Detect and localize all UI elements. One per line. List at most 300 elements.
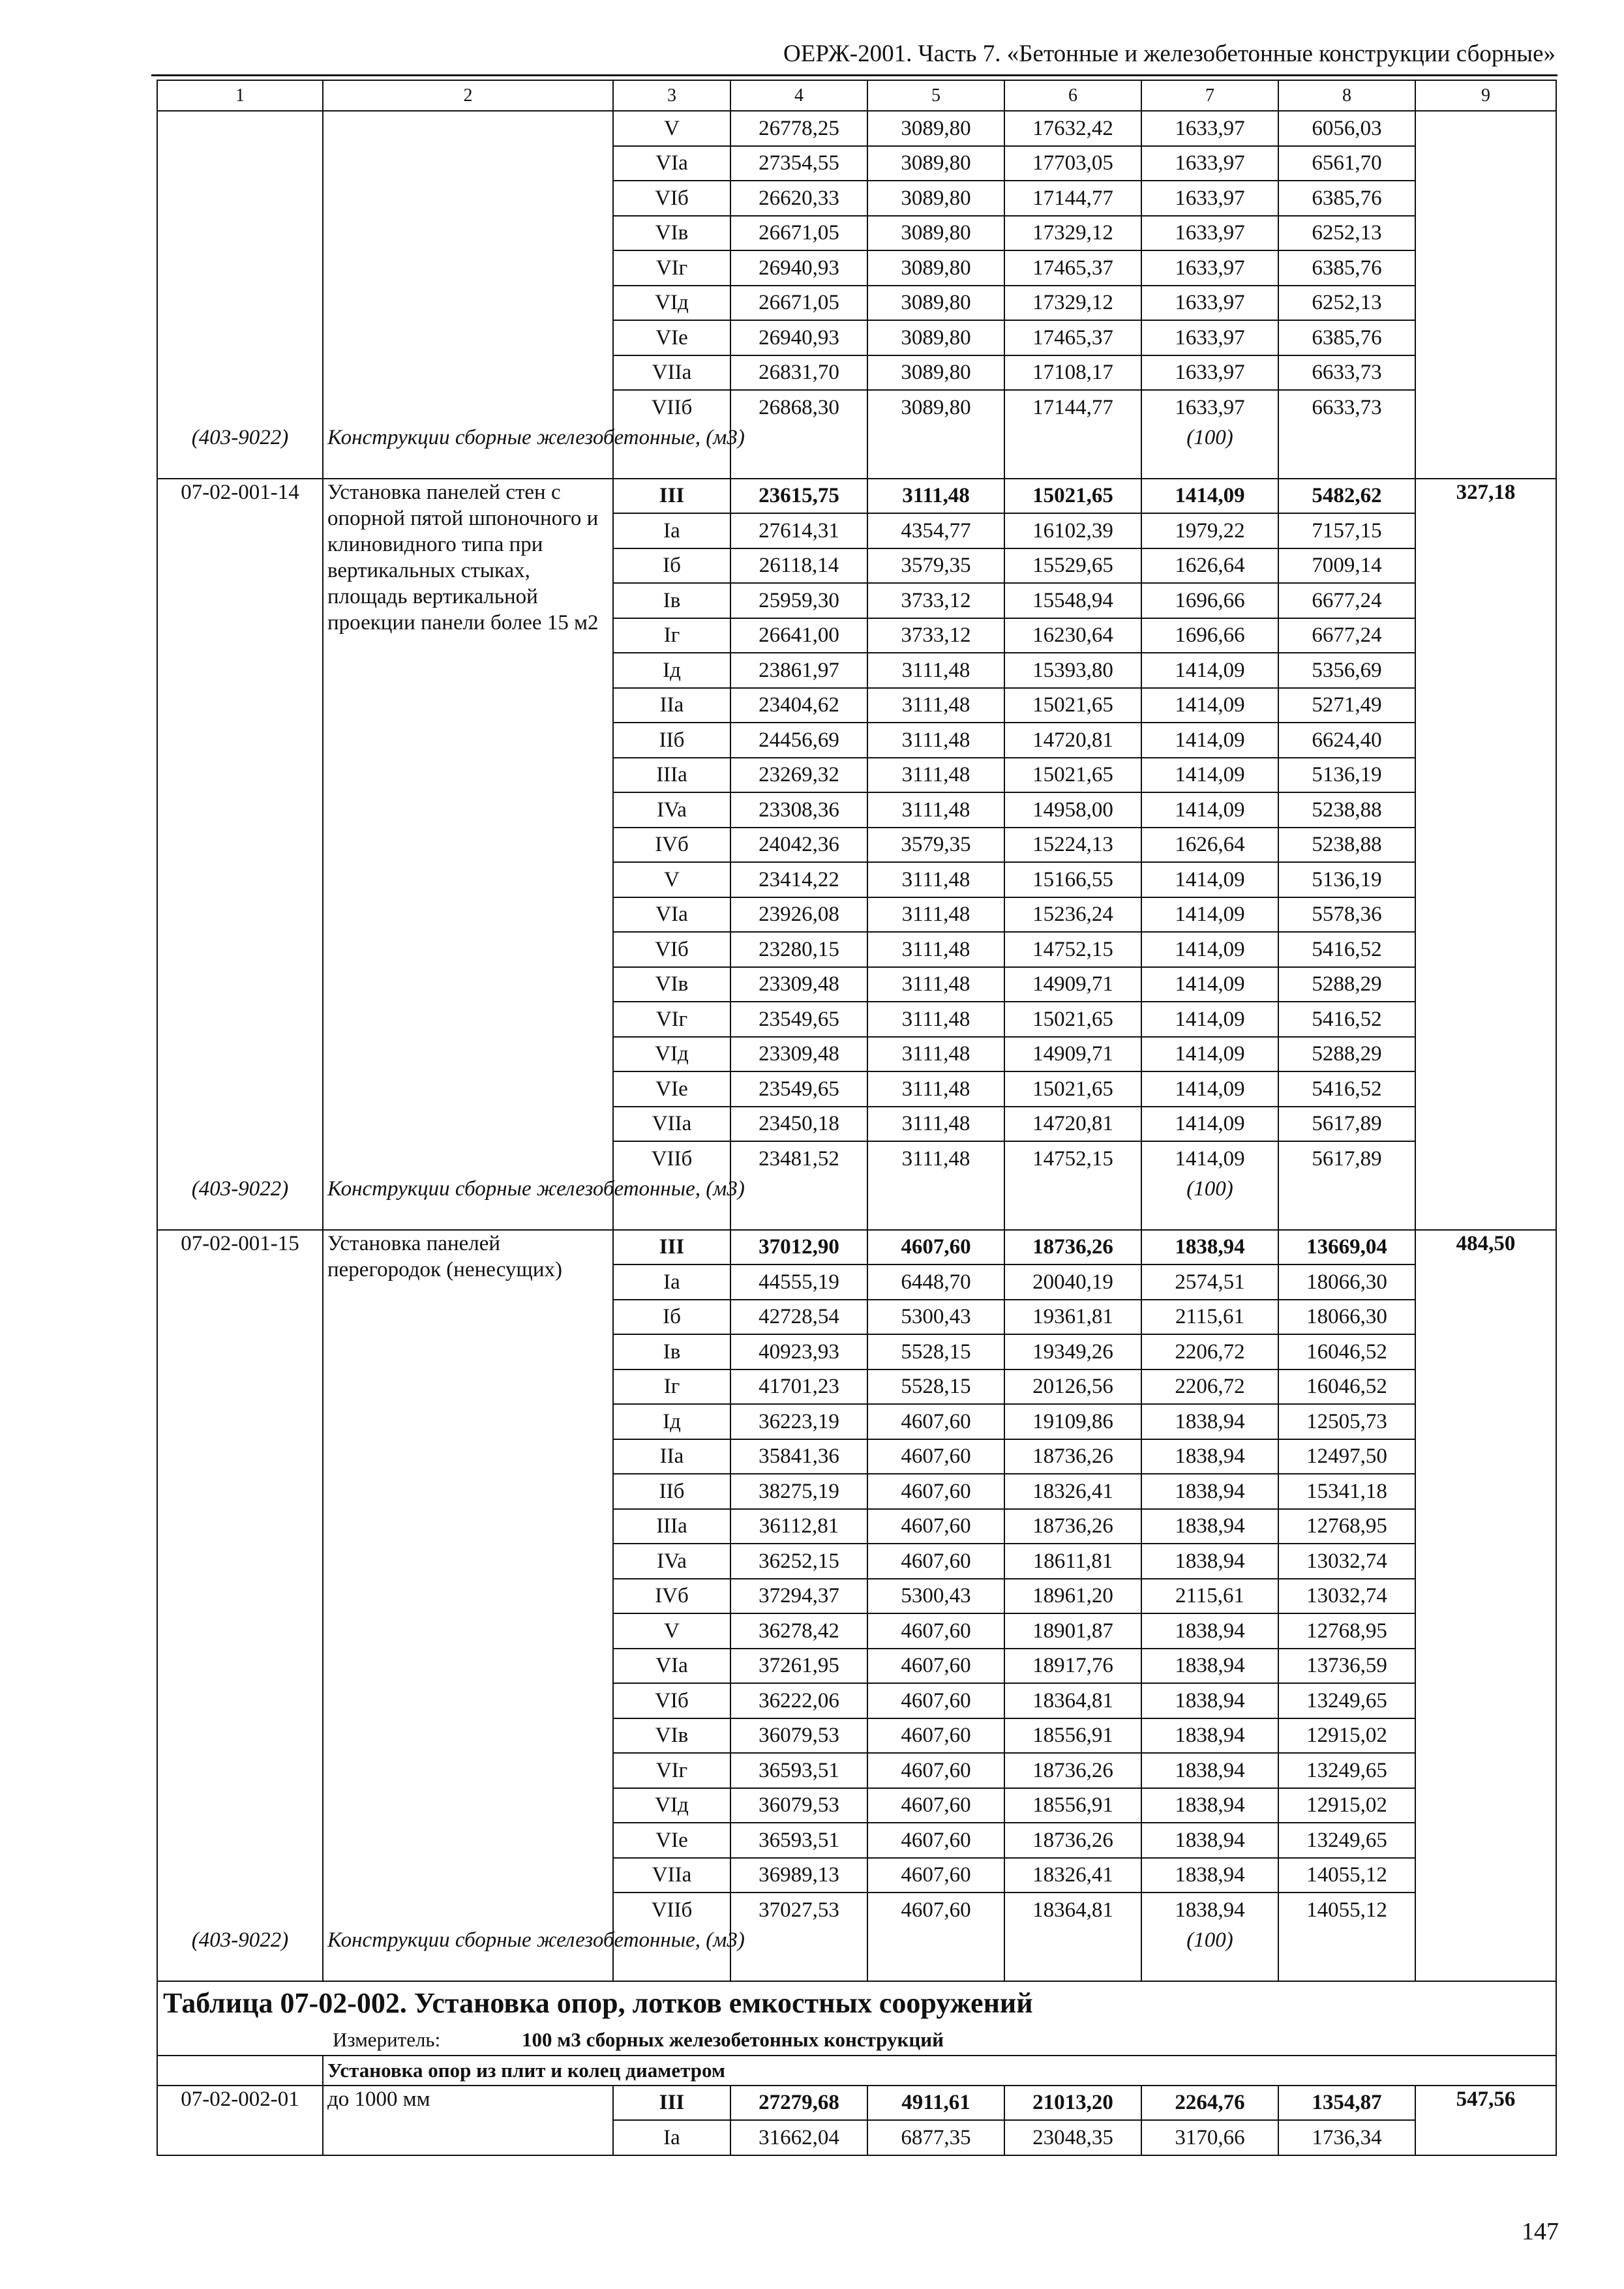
materials-cell: 7009,14 bbox=[1278, 548, 1415, 584]
wages-cell: 4607,60 bbox=[867, 1544, 1004, 1579]
drivers-wages-cell: 1633,97 bbox=[1141, 390, 1278, 425]
work-description: до 1000 мм bbox=[323, 2086, 613, 2155]
total-cost-cell: 26778,25 bbox=[730, 111, 867, 146]
region-cell: IIa bbox=[613, 688, 730, 723]
rate-code: 07-02-001-14 bbox=[157, 479, 323, 1176]
footer-row bbox=[157, 1176, 1556, 1230]
total-cost-cell: 37261,95 bbox=[730, 1649, 867, 1684]
materials-cell: 5238,88 bbox=[1278, 828, 1415, 863]
region-cell: VIб bbox=[613, 932, 730, 967]
materials-cell: 5578,36 bbox=[1278, 897, 1415, 933]
machines-cell: 19361,81 bbox=[1004, 1300, 1141, 1335]
machines-cell: 17144,77 bbox=[1004, 390, 1141, 425]
price-table-body bbox=[157, 80, 1556, 2155]
materials-cell: 6633,73 bbox=[1278, 390, 1415, 425]
empty-cell bbox=[867, 1927, 1004, 1981]
drivers-wages-cell: 1696,66 bbox=[1141, 583, 1278, 618]
work-description: Установка панелей стен с опорной пятой шпоночного и клиновидного типа при вертикальных стыках, площадь вертикальной проекции панели более 15 м2 bbox=[323, 479, 613, 1176]
total-cost-cell: 31662,04 bbox=[730, 2120, 867, 2155]
price-table bbox=[157, 80, 1557, 2156]
total-cost-cell: 36989,13 bbox=[730, 1858, 867, 1893]
footer-row bbox=[157, 1927, 1556, 1981]
machines-cell: 21013,20 bbox=[1004, 2086, 1141, 2121]
materials-cell: 13736,59 bbox=[1278, 1649, 1415, 1684]
region-cell: Iб bbox=[613, 548, 730, 584]
machines-cell: 19349,26 bbox=[1004, 1334, 1141, 1369]
unit-label: Измеритель: bbox=[333, 2027, 441, 2051]
total-cost-cell: 23926,08 bbox=[730, 897, 867, 933]
wages-cell: 4607,60 bbox=[867, 1649, 1004, 1684]
materials-cell: 1736,34 bbox=[1278, 2120, 1415, 2155]
materials-cell: 5617,89 bbox=[1278, 1107, 1415, 1142]
column-number: 1 bbox=[157, 80, 323, 111]
labor-cost: 547,56 bbox=[1415, 2086, 1556, 2155]
machines-cell: 18364,81 bbox=[1004, 1893, 1141, 1927]
region-cell: Ia bbox=[613, 2120, 730, 2155]
drivers-wages-cell: 1414,09 bbox=[1141, 1141, 1278, 1176]
drivers-wages-cell: 1414,09 bbox=[1141, 967, 1278, 1002]
machines-cell: 18556,91 bbox=[1004, 1718, 1141, 1754]
drivers-wages-cell: 1414,09 bbox=[1141, 932, 1278, 967]
total-cost-cell: 27279,68 bbox=[730, 2086, 867, 2121]
wages-cell: 3089,80 bbox=[867, 216, 1004, 251]
total-cost-cell: 36112,81 bbox=[730, 1509, 867, 1544]
wages-cell: 5300,43 bbox=[867, 1579, 1004, 1614]
drivers-wages-cell: 1414,09 bbox=[1141, 862, 1278, 897]
resource-name: Конструкции сборные железобетонные, (м3) bbox=[323, 1176, 613, 1230]
resource-quantity: (100) bbox=[1141, 425, 1278, 479]
total-cost-cell: 23269,32 bbox=[730, 758, 867, 793]
region-cell: Iд bbox=[613, 1404, 730, 1439]
machines-cell: 15021,65 bbox=[1004, 758, 1141, 793]
resource-quantity: (100) bbox=[1141, 1927, 1278, 1981]
machines-cell: 18736,26 bbox=[1004, 1753, 1141, 1788]
wages-cell: 4607,60 bbox=[867, 1788, 1004, 1823]
region-cell: IIб bbox=[613, 723, 730, 758]
region-cell: IIIa bbox=[613, 1509, 730, 1544]
resource-name: Конструкции сборные железобетонные, (м3) bbox=[323, 1927, 613, 1981]
machines-cell: 18736,26 bbox=[1004, 1823, 1141, 1858]
total-cost-cell: 26940,93 bbox=[730, 250, 867, 286]
region-cell: VIд bbox=[613, 1788, 730, 1823]
drivers-wages-cell: 1838,94 bbox=[1141, 1753, 1278, 1788]
empty-cell bbox=[157, 2056, 323, 2086]
wages-cell: 3733,12 bbox=[867, 618, 1004, 653]
drivers-wages-cell: 1838,94 bbox=[1141, 1718, 1278, 1754]
machines-cell: 14752,15 bbox=[1004, 932, 1141, 967]
machines-cell: 15393,80 bbox=[1004, 653, 1141, 688]
materials-cell: 6252,13 bbox=[1278, 216, 1415, 251]
materials-cell: 18066,30 bbox=[1278, 1300, 1415, 1335]
region-cell: Iв bbox=[613, 1334, 730, 1369]
region-cell: VIIa bbox=[613, 1107, 730, 1142]
region-cell: VIг bbox=[613, 1753, 730, 1788]
total-cost-cell: 36278,42 bbox=[730, 1613, 867, 1649]
machines-cell: 15529,65 bbox=[1004, 548, 1141, 584]
materials-cell: 5238,88 bbox=[1278, 792, 1415, 828]
region-cell: VIa bbox=[613, 897, 730, 933]
drivers-wages-cell: 1696,66 bbox=[1141, 618, 1278, 653]
region-cell: III bbox=[613, 479, 730, 514]
region-cell: V bbox=[613, 1613, 730, 1649]
region-cell: VIe bbox=[613, 1823, 730, 1858]
drivers-wages-cell: 1838,94 bbox=[1141, 1788, 1278, 1823]
wages-cell: 4911,61 bbox=[867, 2086, 1004, 2121]
region-cell: VIIб bbox=[613, 1893, 730, 1927]
table-title: Таблица 07-02-002. Установка опор, лотков емкостных сооружений bbox=[157, 1981, 1556, 2025]
total-cost-cell: 37012,90 bbox=[730, 1230, 867, 1265]
region-cell: IVa bbox=[613, 1544, 730, 1579]
total-cost-cell: 36593,51 bbox=[730, 1823, 867, 1858]
materials-cell: 5136,19 bbox=[1278, 862, 1415, 897]
wages-cell: 4607,60 bbox=[867, 1823, 1004, 1858]
materials-cell: 5416,52 bbox=[1278, 1071, 1415, 1107]
region-cell: IVб bbox=[613, 1579, 730, 1614]
region-cell: VIa bbox=[613, 1649, 730, 1684]
machines-cell: 14909,71 bbox=[1004, 1037, 1141, 1072]
empty-cell bbox=[730, 1176, 867, 1230]
region-cell: VIa bbox=[613, 146, 730, 181]
total-cost-cell: 26940,93 bbox=[730, 320, 867, 355]
empty-cell bbox=[1004, 425, 1141, 479]
region-cell: Iг bbox=[613, 1369, 730, 1405]
drivers-wages-cell: 1414,09 bbox=[1141, 1071, 1278, 1107]
region-cell: V bbox=[613, 862, 730, 897]
total-cost-cell: 23414,22 bbox=[730, 862, 867, 897]
header-rule bbox=[151, 74, 1557, 76]
machines-cell: 17703,05 bbox=[1004, 146, 1141, 181]
region-cell: IIIa bbox=[613, 758, 730, 793]
region-cell: VIб bbox=[613, 1683, 730, 1718]
labor-cost: 484,50 bbox=[1415, 1230, 1556, 1981]
region-cell: VIIб bbox=[613, 1141, 730, 1176]
region-cell: VIIб bbox=[613, 390, 730, 425]
machines-cell: 18326,41 bbox=[1004, 1474, 1141, 1509]
total-cost-cell: 36252,15 bbox=[730, 1544, 867, 1579]
drivers-wages-cell: 1633,97 bbox=[1141, 355, 1278, 391]
region-cell: IIб bbox=[613, 1474, 730, 1509]
wages-cell: 3089,80 bbox=[867, 181, 1004, 216]
machines-cell: 15021,65 bbox=[1004, 688, 1141, 723]
total-cost-cell: 23280,15 bbox=[730, 932, 867, 967]
column-number: 2 bbox=[323, 80, 613, 111]
materials-cell: 1354,87 bbox=[1278, 2086, 1415, 2121]
region-cell: VIд bbox=[613, 286, 730, 321]
wages-cell: 3111,48 bbox=[867, 792, 1004, 828]
total-cost-cell: 23450,18 bbox=[730, 1107, 867, 1142]
wages-cell: 3089,80 bbox=[867, 286, 1004, 321]
column-number: 5 bbox=[867, 80, 1004, 111]
machines-cell: 18326,41 bbox=[1004, 1858, 1141, 1893]
materials-cell: 16046,52 bbox=[1278, 1369, 1415, 1405]
resource-name: Конструкции сборные железобетонные, (м3) bbox=[323, 425, 613, 479]
total-cost-cell: 44555,19 bbox=[730, 1264, 867, 1300]
total-cost-cell: 24456,69 bbox=[730, 723, 867, 758]
drivers-wages-cell: 1633,97 bbox=[1141, 320, 1278, 355]
table-row bbox=[157, 2086, 1556, 2121]
region-cell: Iв bbox=[613, 583, 730, 618]
region-cell: VIв bbox=[613, 1718, 730, 1754]
materials-cell: 13249,65 bbox=[1278, 1753, 1415, 1788]
total-cost-cell: 27354,55 bbox=[730, 146, 867, 181]
wages-cell: 3579,35 bbox=[867, 548, 1004, 584]
table-title-row bbox=[157, 1981, 1556, 2025]
total-cost-cell: 40923,93 bbox=[730, 1334, 867, 1369]
region-cell: III bbox=[613, 2086, 730, 2121]
machines-cell: 17329,12 bbox=[1004, 216, 1141, 251]
column-number: 8 bbox=[1278, 80, 1415, 111]
materials-cell: 5416,52 bbox=[1278, 932, 1415, 967]
wages-cell: 3111,48 bbox=[867, 897, 1004, 933]
wages-cell: 3111,48 bbox=[867, 1037, 1004, 1072]
machines-cell: 14720,81 bbox=[1004, 723, 1141, 758]
drivers-wages-cell: 1838,94 bbox=[1141, 1613, 1278, 1649]
drivers-wages-cell: 1414,09 bbox=[1141, 792, 1278, 828]
wages-cell: 6877,35 bbox=[867, 2120, 1004, 2155]
machines-cell: 14752,15 bbox=[1004, 1141, 1141, 1176]
drivers-wages-cell: 1838,94 bbox=[1141, 1893, 1278, 1927]
materials-cell: 13669,04 bbox=[1278, 1230, 1415, 1265]
materials-cell: 6385,76 bbox=[1278, 320, 1415, 355]
wages-cell: 3733,12 bbox=[867, 583, 1004, 618]
footer-row bbox=[157, 425, 1556, 479]
machines-cell: 18736,26 bbox=[1004, 1439, 1141, 1474]
machines-cell: 16230,64 bbox=[1004, 618, 1141, 653]
resource-code: (403-9022) bbox=[157, 425, 323, 479]
drivers-wages-cell: 1838,94 bbox=[1141, 1683, 1278, 1718]
wages-cell: 3111,48 bbox=[867, 862, 1004, 897]
machines-cell: 17144,77 bbox=[1004, 181, 1141, 216]
wages-cell: 3089,80 bbox=[867, 320, 1004, 355]
empty-cell bbox=[730, 425, 867, 479]
wages-cell: 4354,77 bbox=[867, 513, 1004, 548]
materials-cell: 13032,74 bbox=[1278, 1544, 1415, 1579]
machines-cell: 14958,00 bbox=[1004, 792, 1141, 828]
drivers-wages-cell: 2115,61 bbox=[1141, 1300, 1278, 1335]
materials-cell: 6624,40 bbox=[1278, 723, 1415, 758]
wages-cell: 5528,15 bbox=[867, 1334, 1004, 1369]
wages-cell: 4607,60 bbox=[867, 1683, 1004, 1718]
region-cell: Ia bbox=[613, 1264, 730, 1300]
wages-cell: 3111,48 bbox=[867, 653, 1004, 688]
drivers-wages-cell: 1414,09 bbox=[1141, 653, 1278, 688]
drivers-wages-cell: 1838,94 bbox=[1141, 1404, 1278, 1439]
empty-cell bbox=[730, 1927, 867, 1981]
machines-cell: 18556,91 bbox=[1004, 1788, 1141, 1823]
materials-cell: 16046,52 bbox=[1278, 1334, 1415, 1369]
total-cost-cell: 27614,31 bbox=[730, 513, 867, 548]
unit-value: 100 м3 сборных железобетонных конструкций bbox=[522, 2027, 944, 2051]
drivers-wages-cell: 1838,94 bbox=[1141, 1474, 1278, 1509]
region-cell: VIв bbox=[613, 967, 730, 1002]
labor-cost: 327,18 bbox=[1415, 479, 1556, 1230]
drivers-wages-cell: 1838,94 bbox=[1141, 1230, 1278, 1265]
machines-cell: 18736,26 bbox=[1004, 1230, 1141, 1265]
resource-code: (403-9022) bbox=[157, 1927, 323, 1981]
wages-cell: 3111,48 bbox=[867, 479, 1004, 514]
wages-cell: 4607,60 bbox=[867, 1439, 1004, 1474]
materials-cell: 5136,19 bbox=[1278, 758, 1415, 793]
materials-cell: 13249,65 bbox=[1278, 1823, 1415, 1858]
materials-cell: 15341,18 bbox=[1278, 1474, 1415, 1509]
total-cost-cell: 23404,62 bbox=[730, 688, 867, 723]
drivers-wages-cell: 1626,64 bbox=[1141, 548, 1278, 584]
machines-cell: 15548,94 bbox=[1004, 583, 1141, 618]
machines-cell: 17329,12 bbox=[1004, 286, 1141, 321]
materials-cell: 5288,29 bbox=[1278, 1037, 1415, 1072]
materials-cell: 14055,12 bbox=[1278, 1893, 1415, 1927]
machines-cell: 15236,24 bbox=[1004, 897, 1141, 933]
empty-cell bbox=[1004, 1176, 1141, 1230]
resource-quantity: (100) bbox=[1141, 1176, 1278, 1230]
column-number: 9 bbox=[1415, 80, 1556, 111]
empty-cell bbox=[867, 1176, 1004, 1230]
materials-cell: 18066,30 bbox=[1278, 1264, 1415, 1300]
column-number: 6 bbox=[1004, 80, 1141, 111]
region-cell: VIг bbox=[613, 250, 730, 286]
wages-cell: 5300,43 bbox=[867, 1300, 1004, 1335]
wages-cell: 3111,48 bbox=[867, 723, 1004, 758]
materials-cell: 6677,24 bbox=[1278, 618, 1415, 653]
region-cell: VIб bbox=[613, 181, 730, 216]
materials-cell: 6385,76 bbox=[1278, 181, 1415, 216]
total-cost-cell: 23615,75 bbox=[730, 479, 867, 514]
total-cost-cell: 23308,36 bbox=[730, 792, 867, 828]
wages-cell: 4607,60 bbox=[867, 1474, 1004, 1509]
total-cost-cell: 42728,54 bbox=[730, 1300, 867, 1335]
materials-cell: 6561,70 bbox=[1278, 146, 1415, 181]
total-cost-cell: 36222,06 bbox=[730, 1683, 867, 1718]
total-cost-cell: 35841,36 bbox=[730, 1439, 867, 1474]
materials-cell: 12915,02 bbox=[1278, 1788, 1415, 1823]
wages-cell: 6448,70 bbox=[867, 1264, 1004, 1300]
total-cost-cell: 23309,48 bbox=[730, 967, 867, 1002]
machines-cell: 18736,26 bbox=[1004, 1509, 1141, 1544]
drivers-wages-cell: 2115,61 bbox=[1141, 1579, 1278, 1614]
materials-cell: 6633,73 bbox=[1278, 355, 1415, 391]
materials-cell: 12505,73 bbox=[1278, 1404, 1415, 1439]
machines-cell: 15224,13 bbox=[1004, 828, 1141, 863]
materials-cell: 12497,50 bbox=[1278, 1439, 1415, 1474]
machines-cell: 15166,55 bbox=[1004, 862, 1141, 897]
total-cost-cell: 26868,30 bbox=[730, 390, 867, 425]
machines-cell: 18917,76 bbox=[1004, 1649, 1141, 1684]
machines-cell: 18901,87 bbox=[1004, 1613, 1141, 1649]
wages-cell: 4607,60 bbox=[867, 1509, 1004, 1544]
wages-cell: 3111,48 bbox=[867, 1107, 1004, 1142]
rate-code bbox=[157, 111, 323, 425]
page-header: ОЕРЖ-2001. Часть 7. «Бетонные и железобетонные конструкции сборные» bbox=[783, 40, 1556, 67]
region-cell: Ia bbox=[613, 513, 730, 548]
labor-cost bbox=[1415, 111, 1556, 479]
total-cost-cell: 23549,65 bbox=[730, 1002, 867, 1037]
machines-cell: 15021,65 bbox=[1004, 479, 1141, 514]
wages-cell: 3111,48 bbox=[867, 1002, 1004, 1037]
total-cost-cell: 37027,53 bbox=[730, 1893, 867, 1927]
total-cost-cell: 24042,36 bbox=[730, 828, 867, 863]
work-description: Установка панелей перегородок (ненесущих) bbox=[323, 1230, 613, 1927]
total-cost-cell: 41701,23 bbox=[730, 1369, 867, 1405]
wages-cell: 4607,60 bbox=[867, 1404, 1004, 1439]
wages-cell: 3111,48 bbox=[867, 932, 1004, 967]
wages-cell: 3111,48 bbox=[867, 758, 1004, 793]
region-cell: IVa bbox=[613, 792, 730, 828]
materials-cell: 13032,74 bbox=[1278, 1579, 1415, 1614]
page-number: 147 bbox=[1522, 2218, 1559, 2245]
drivers-wages-cell: 1414,09 bbox=[1141, 688, 1278, 723]
total-cost-cell: 36079,53 bbox=[730, 1788, 867, 1823]
total-cost-cell: 23549,65 bbox=[730, 1071, 867, 1107]
machines-cell: 16102,39 bbox=[1004, 513, 1141, 548]
region-cell: VIв bbox=[613, 216, 730, 251]
column-header-row bbox=[157, 80, 1556, 111]
drivers-wages-cell: 1414,09 bbox=[1141, 723, 1278, 758]
machines-cell: 15021,65 bbox=[1004, 1071, 1141, 1107]
wages-cell: 3089,80 bbox=[867, 146, 1004, 181]
machines-cell: 18364,81 bbox=[1004, 1683, 1141, 1718]
total-cost-cell: 23861,97 bbox=[730, 653, 867, 688]
machines-cell: 17465,37 bbox=[1004, 250, 1141, 286]
unit-row bbox=[157, 2025, 1556, 2056]
materials-cell: 6677,24 bbox=[1278, 583, 1415, 618]
machines-cell: 23048,35 bbox=[1004, 2120, 1141, 2155]
drivers-wages-cell: 2206,72 bbox=[1141, 1369, 1278, 1405]
table-row bbox=[157, 111, 1556, 146]
materials-cell: 5617,89 bbox=[1278, 1141, 1415, 1176]
region-cell: VIe bbox=[613, 320, 730, 355]
region-cell: VIe bbox=[613, 1071, 730, 1107]
total-cost-cell: 26671,05 bbox=[730, 286, 867, 321]
materials-cell: 5356,69 bbox=[1278, 653, 1415, 688]
materials-cell: 6252,13 bbox=[1278, 286, 1415, 321]
wages-cell: 3111,48 bbox=[867, 688, 1004, 723]
wages-cell: 4607,60 bbox=[867, 1718, 1004, 1754]
resource-code: (403-9022) bbox=[157, 1176, 323, 1230]
rate-code: 07-02-002-01 bbox=[157, 2086, 323, 2155]
region-cell: Iд bbox=[613, 653, 730, 688]
machines-cell: 15021,65 bbox=[1004, 1002, 1141, 1037]
machines-cell: 18611,81 bbox=[1004, 1544, 1141, 1579]
region-cell: VIд bbox=[613, 1037, 730, 1072]
total-cost-cell: 26641,00 bbox=[730, 618, 867, 653]
materials-cell: 13249,65 bbox=[1278, 1683, 1415, 1718]
drivers-wages-cell: 1633,97 bbox=[1141, 286, 1278, 321]
column-number: 3 bbox=[613, 80, 730, 111]
drivers-wages-cell: 1633,97 bbox=[1141, 250, 1278, 286]
total-cost-cell: 23309,48 bbox=[730, 1037, 867, 1072]
subheading-row bbox=[157, 2056, 1556, 2086]
wages-cell: 3111,48 bbox=[867, 1071, 1004, 1107]
drivers-wages-cell: 1838,94 bbox=[1141, 1858, 1278, 1893]
drivers-wages-cell: 1414,09 bbox=[1141, 479, 1278, 514]
wages-cell: 3089,80 bbox=[867, 111, 1004, 146]
unit-of-measure bbox=[157, 2025, 1556, 2056]
total-cost-cell: 25959,30 bbox=[730, 583, 867, 618]
drivers-wages-cell: 1414,09 bbox=[1141, 897, 1278, 933]
materials-cell: 5482,62 bbox=[1278, 479, 1415, 514]
wages-cell: 3089,80 bbox=[867, 355, 1004, 391]
machines-cell: 20040,19 bbox=[1004, 1264, 1141, 1300]
work-description bbox=[323, 111, 613, 425]
materials-cell: 6056,03 bbox=[1278, 111, 1415, 146]
drivers-wages-cell: 2264,76 bbox=[1141, 2086, 1278, 2121]
drivers-wages-cell: 1838,94 bbox=[1141, 1649, 1278, 1684]
total-cost-cell: 26118,14 bbox=[730, 548, 867, 584]
materials-cell: 5288,29 bbox=[1278, 967, 1415, 1002]
total-cost-cell: 36223,19 bbox=[730, 1404, 867, 1439]
drivers-wages-cell: 1633,97 bbox=[1141, 146, 1278, 181]
drivers-wages-cell: 3170,66 bbox=[1141, 2120, 1278, 2155]
